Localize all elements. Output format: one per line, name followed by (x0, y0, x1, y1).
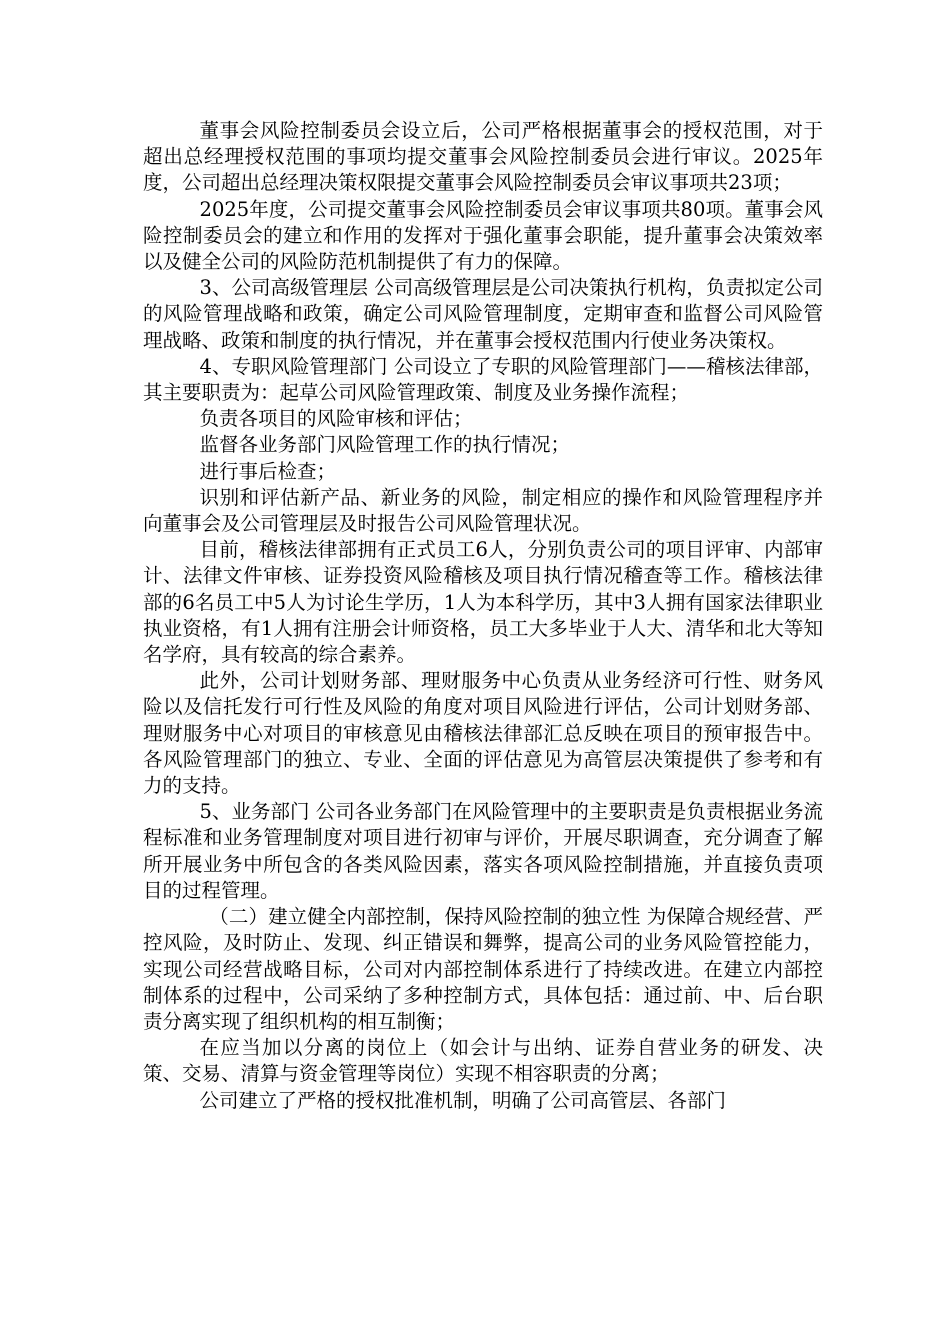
paragraph-risk-department: 4、专职风险管理部门 公司设立了专职的风险管理部门——稽核法律部，其主要职责为：起草公司风险管理政策、制度及业务操作流程； (143, 354, 823, 405)
paragraph-risk-committee-scope: 董事会风险控制委员会设立后，公司严格根据董事会的授权范围，对于超出总经理授权范围的事项均提交董事会风险控制委员会进行审议。2025年度，公司超出总经理决策权限提交董事会风险控制委员会审议事项共23项； (143, 119, 823, 195)
paragraph-duty-inspect: 进行事后检查； (199, 459, 337, 483)
paragraph-separation-of-duties: 在应当加以分离的岗位上（如会计与出纳、证券自营业务的研发、决策、交易、清算与资金管理等岗位）实现不相容职责的分离； (143, 1036, 823, 1086)
paragraph-risk-committee-2025: 2025年度，公司提交董事会风险控制委员会审议事项共80项。董事会风险控制委员会的建立和作用的发挥对于强化董事会职能，提升董事会决策效率以及健全公司的风险防范机制提供了有力的保障。 (143, 197, 823, 274)
paragraph-duty-supervise: 监督各业务部门风险管理工作的执行情况； (199, 433, 571, 457)
document-body (143, 118, 823, 1114)
paragraph-staff: 目前，稽核法律部拥有正式员工6人，分别负责公司的项目评审、内部审计、法律文件审核、证券投资风险稽核及项目执行情况稽查等工作。稽核法律部的6名员工中5人为讨论生学历，1人为本科学历，其中3人拥有国家法律职业执业资格，有1人拥有注册会计师资格，员工大多毕业于人大、清华和北大等知名学府，具有较高的综合素养。 (143, 538, 823, 667)
paragraph-senior-management: 3、公司高级管理层 公司高级管理层是公司决策执行机构，负责拟定公司的风险管理战略和政策，确定公司风险管理制度，定期审查和监督公司风险管理战略、政策和制度的执行情况，并在董事会授权范围内行使业务决策权。 (143, 276, 823, 352)
paragraph-authorization: 公司建立了严格的授权批准机制，明确了公司高管层、各部门 (199, 1088, 727, 1112)
paragraph-internal-control: （二）建立健全内部控制，保持风险控制的独立性 为保障合规经营、严控风险，及时防止、发现、纠正错误和舞弊，提高公司的业务风险管控能力，实现公司经营战略目标，公司对内部控制体系进行了持续改进。在建立内部控制体系的过程中，公司采纳了多种控制方式，具体包括：通过前、中、后台职责分离实现了组织机构的相互制衡； (143, 905, 823, 1033)
paragraph-other-departments: 此外，公司计划财务部、理财服务中心负责从业务经济可行性、财务风险以及信托发行可行性及风险的角度对项目风险进行评估，公司计划财务部、理财服务中心对项目的审核意见由稽核法律部汇总反映在项目的预审报告中。各风险管理部门的独立、专业、全面的评估意见为高管层决策提供了参考和有力的支持。 (143, 669, 823, 798)
paragraph-business-departments: 5、业务部门 公司各业务部门在风险管理中的主要职责是负责根据业务流程标准和业务管理制度对项目进行初审与评价，开展尽职调查，充分调查了解所开展业务中所包含的各类风险因素，落实各项风险控制措施，并直接负责项目的过程管理。 (143, 800, 823, 902)
paragraph-duty-review: 负责各项目的风险审核和评估； (199, 407, 473, 431)
paragraph-duty-identify: 识别和评估新产品、新业务的风险，制定相应的操作和风险管理程序并向董事会及公司管理层及时报告公司风险管理状况。 (143, 485, 823, 536)
